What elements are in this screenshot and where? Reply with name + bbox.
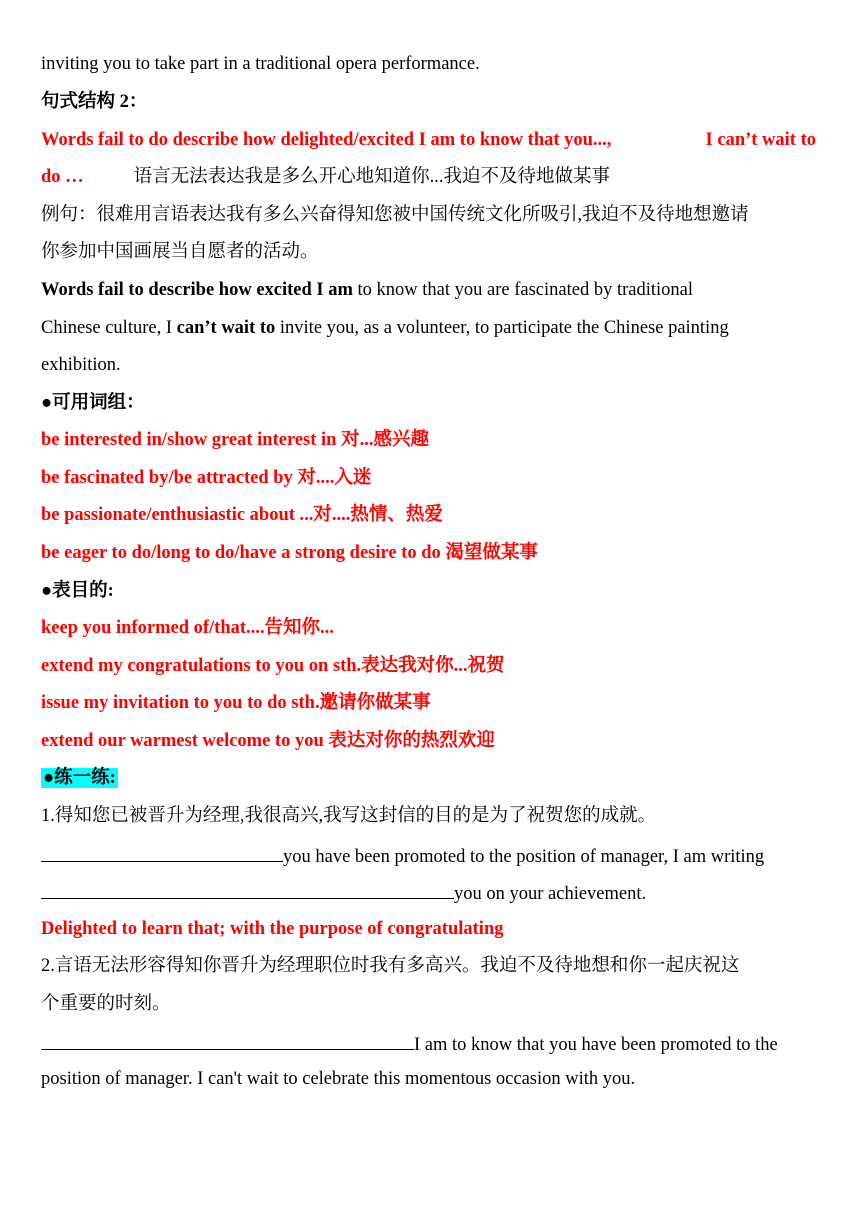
exercise-prompt: 1.得知您已被晋升为经理,我很高兴,我写这封信的目的是为了祝贺您的成就。 [41,806,657,826]
highlighted-heading: ●练一练: [43,768,116,788]
exercise-text: you have been promoted to the position of manager, I am writing [283,847,765,867]
sentence-text: invite you, as a volunteer, to participate the Chinese painting [275,318,729,338]
example-sentence-line [41,315,816,341]
phrase-item: keep you informed of/that....告知你... [41,618,334,638]
phrase-item: be eager to do/long to do/have a strong desire to do 渴望做某事 [41,543,538,563]
sentence-text: to know that you are fascinated by traditional [352,280,693,300]
exercise-prompt: 2.言语无法形容得知你晋升为经理职位时我有多高兴。我迫不及待地想和你一起庆祝这 [41,956,740,976]
phrase-item: be passionate/enthusiastic about ...对....热情、热爱 [41,505,443,525]
section-heading: ●可用词组： [41,393,145,413]
section-heading [41,765,816,791]
pattern-line [41,164,816,190]
exercise-text: I am to know that you have been promoted to the [414,1035,778,1055]
pattern-text: I can’t wait to [705,130,816,150]
bold-phrase: can’t wait to [176,318,276,338]
answer-blank[interactable] [41,841,283,862]
exercise-prompt: 个重要的时刻。 [41,994,171,1014]
exercise-text: position of manager. I can't wait to celebrate this momentous occasion with you. [41,1069,636,1089]
phrase-item: extend our warmest welcome to you 表达对你的热烈欢迎 [41,731,495,751]
example-sentence-line [41,277,816,303]
pattern-text: do … [41,167,84,187]
sentence-text: Chinese culture, I [41,318,177,338]
example-line: 你参加中国画展当自愿者的活动。 [41,242,319,262]
section-heading: 句式结构 2： [41,92,148,112]
phrase-item: be fascinated by/be attracted by 对....入迷 [41,468,372,488]
example-line: 例句：很难用言语表达我有多么兴奋得知您被中国传统文化所吸引,我迫不及待地想邀请 [41,205,749,225]
section-heading: ●表目的: [41,581,114,601]
exercise-text: you on your achievement. [454,884,647,904]
pattern-line [41,127,816,153]
exercise-line [41,1029,816,1058]
phrase-item: be interested in/show great interest in 对...感兴趣 [41,430,429,450]
answer-blank[interactable] [41,1029,414,1050]
phrase-item: extend my congratulations to you on sth.表达我对你...祝贺 [41,656,505,676]
exercise-line [41,878,816,907]
translation-text: 语言无法表达我是多么开心地知道你...我迫不及待地做某事 [133,167,611,187]
pattern-text: Words fail to do describe how delighted/excited I am to know that you..., [41,130,612,150]
sentence-text: exhibition. [41,355,121,375]
answer-blank[interactable] [41,878,454,899]
bold-phrase: Words fail to describe how excited I am [41,280,353,300]
exercise-line [41,841,816,870]
answer-text: Delighted to learn that; with the purpose of congratulating [41,919,504,939]
text-line: inviting you to take part in a traditional opera performance. [41,54,480,74]
phrase-item: issue my invitation to you to do sth.邀请你做某事 [41,693,431,713]
